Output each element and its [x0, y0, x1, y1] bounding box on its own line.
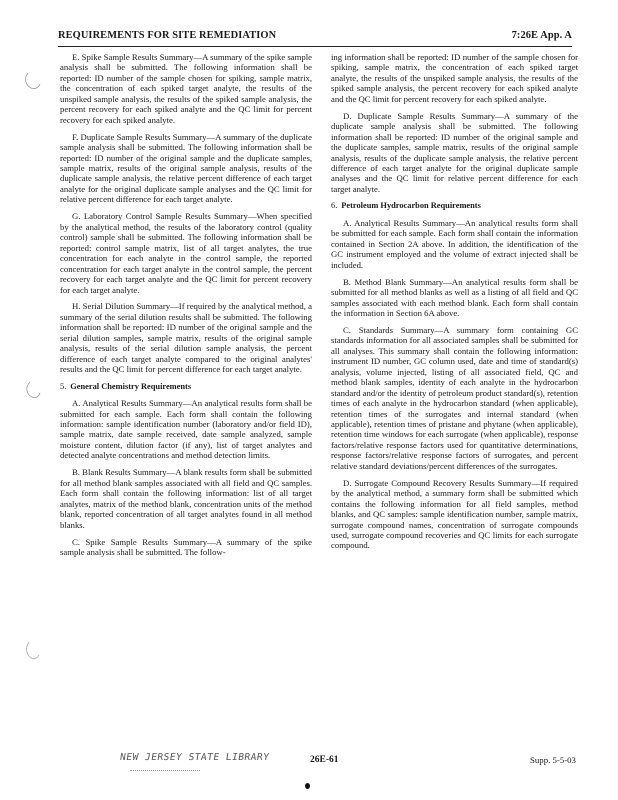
section-heading-general-chemistry: [60, 382, 312, 392]
margin-scribble-icon: [22, 640, 44, 662]
section-title: General Chemistry Requirements: [70, 381, 192, 391]
margin-scribble-icon: [22, 70, 44, 92]
paragraph-spike-sample-e: E. Spike Sample Results Summary—A summary of the spike sample analysis shall be submitted. The following information shall be reported: ID number of the sample chosen for spiking, sample matrix, the concentration of each spiked target analyte, the results of the unspiked sample analysis, the results of the spiked sample analysis, the percent recovery for each spiked analyte and the QC limit for percent recovery for each spiked analyte.: [60, 52, 312, 125]
paragraph-blank-results-b: B. Blank Results Summary—A blank results form shall be submitted for all method blank samples associated with all field and QC samples. Each form shall contain the following information: list of all target analytes, matrix of the method blank, concentration units of the method blank, reported concentration of all target analytes found in all method blanks.: [60, 467, 312, 530]
paragraph-spike-sample-c: C. Spike Sample Results Summary—A summary of the spike sample analysis shall be submitted. The follow-: [60, 536, 312, 557]
header-rule: [58, 46, 572, 47]
ink-dot: [305, 783, 310, 789]
paragraph-duplicate-sample-d: D. Duplicate Sample Results Summary—A summary of the duplicate sample analysis shall be submitted. The following information shall be reported: ID number of the original sample and the duplicate samples, sample matrix, results of the original sample analysis, results of the duplicate sample analysis, the relative percent difference of each target analyte for the original duplicate sample analyses and the QC limit for relative percent difference for each target analyte.: [331, 110, 578, 194]
library-stamp: NEW JERSEY STATE LIBRARY: [119, 752, 271, 763]
stamp-underline: [130, 770, 200, 773]
paragraph-serial-dilution-h: H. Serial Dilution Summary—If required by the analytical method, a summary of the serial dilution results shall be submitted. The following information shall be reported: ID number of the original sample and the serial dilution samples, sample matrix, results of the original sample analysis, results of the serial dilution sample analysis, the percent difference of each target analyte compared to the original analytes' results and the QC limit for percent difference for each target analyte.: [60, 301, 312, 375]
header-title: REQUIREMENTS FOR SITE REMEDIATION: [58, 30, 277, 41]
header-section: 7:26E App. A: [511, 30, 572, 41]
paragraph-analytical-results-a: A. Analytical Results Summary—An analytical results form shall be submitted for each sample. Each form shall contain the information contained in Section 2A above. In addition, the identification of the GC instrument employed and the volume of extract injected shall be included.: [331, 217, 578, 270]
paragraph-continued: ing information shall be reported: ID number of the sample chosen for spiking, sample matrix, the concentration of each spiked target analyte, the results of the unspiked sample analysis, the results of the spiked sample analysis, the percent recovery for each spiked analyte and the QC limit for percent recovery for each spiked analyte.: [331, 52, 578, 104]
paragraph-analytical-results-a: A. Analytical Results Summary—An analytical results form shall be submitted for each sample. Each form shall contain the following information: sample identification number (laboratory and/or field ID), sample matrix, date sample received, date sample analyzed, sample moisture content, dilution factor (if any), list of target analytes and detected analyte concentrations and method detection limits.: [60, 398, 312, 461]
page-number: 26E-61: [310, 755, 339, 765]
left-column: [60, 52, 312, 564]
right-column: [331, 52, 578, 557]
section-title: Petroleum Hydrocarbon Requirements: [341, 201, 481, 211]
supplement-date: Supp. 5-5-03: [530, 755, 576, 765]
margin-scribble-icon: [22, 380, 44, 402]
paragraph-method-blank-b: B. Method Blank Summary—An analytical results form shall be submitted for all method blanks as well as a listing of all field and QC samples associated with each method blank. Each form shall contain the information in Section 6A above.: [331, 276, 578, 318]
paragraph-surrogate-recovery-d: D. Surrogate Compound Recovery Results Summary—If required by the analytical method, a summary form shall be submitted which contains the following information for all field samples, method blanks, and QC samples: sample identification number, sample matrix, surrogate compound names, concentration of surrogate compounds used, surrogate compound recoveries and QC limits for each surrogate compound.: [331, 477, 578, 551]
section-number: 6.: [331, 201, 338, 211]
section-number: 5.: [60, 381, 67, 391]
section-heading-petroleum-hydrocarbon: [331, 201, 578, 211]
paragraph-duplicate-sample-f: F. Duplicate Sample Results Summary—A summary of the duplicate sample analysis shall be submitted. The following information shall be reported: ID number of the original sample and the duplicate samples, sample matrix, results of the original sample analysis, results of the duplicate sample analysis, the relative percent difference of each target analyte for the original duplicate sample analyses and the QC limit for relative percent difference for each target analyte.: [60, 131, 312, 205]
paragraph-standards-summary-c: C. Standards Summary—A summary form containing GC standards information for all associated samples shall be submitted for all analyses. This summary shall contain the following information: instrument ID number, GC column used, date and time of standard(s) analysis, volume injected, listing of all associated field, QC and method blank samples, identity of each analyte in the hydrocarbon standard and/or the identity of petroleum product standard(s), retention times of each analyte in the hydrocarbon standard (when applicable), retention times of the surrogates and internal standard (when applicable), retention times of pristane and phytane (when applicable), retention time windows for each surrogate (when applicable), response factors/relative response factors used for quantitative determinations, response factors/relative response factors of surrogates, and percent relative standard deviations/percent differences of the surrogates.: [331, 324, 578, 471]
paragraph-lab-control-g: G. Laboratory Control Sample Results Summary—When specified by the analytical method, the results of the laboratory control (quality control) sample shall be submitted. The following information shall be reported: control sample matrix, list of all target analytes, the true concentration for each analyte in the control sample, the reported concentration for each target analyte in the control sample, the percent recovery for each target analyte and the QC limit for percent recovery for each target analyte.: [60, 211, 312, 295]
